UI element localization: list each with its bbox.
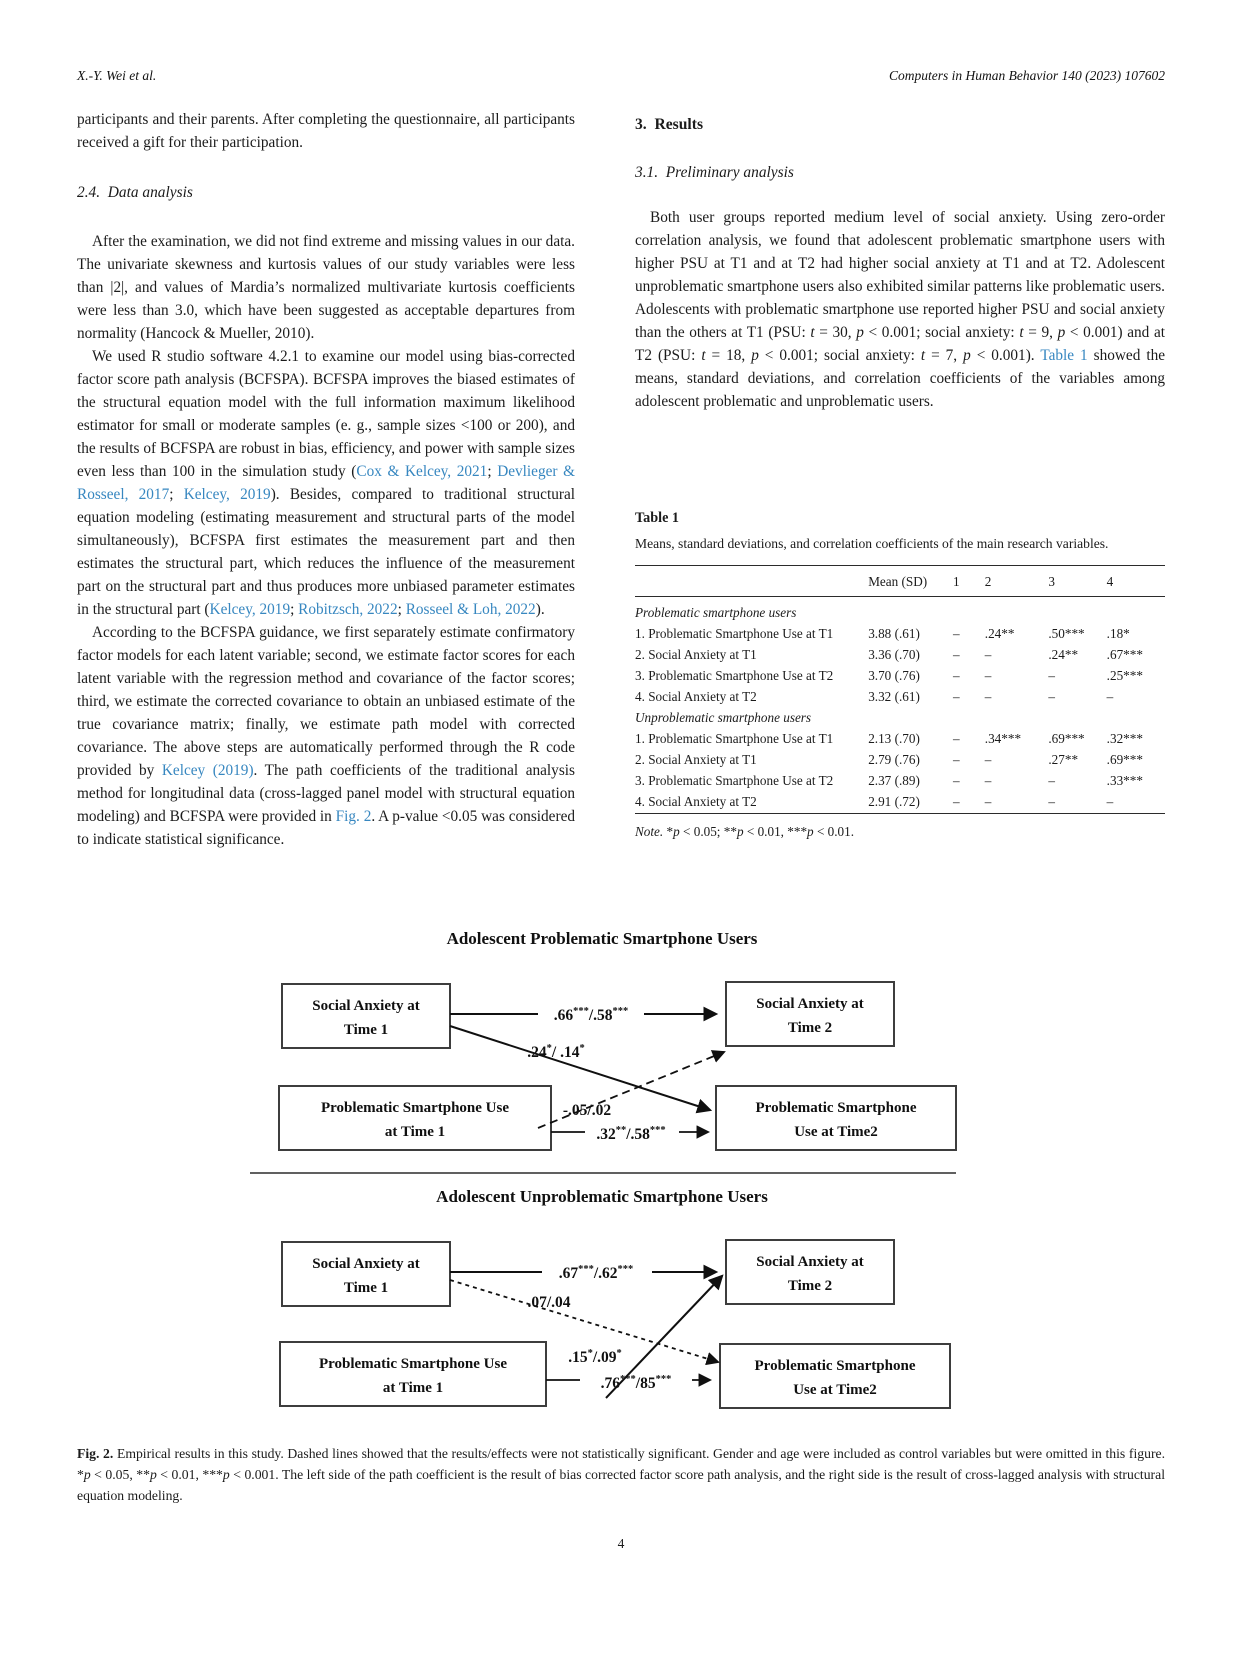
table-cell: 3.32 (.61) [868, 689, 920, 704]
text-segment: Empirical results in this study. Dashed lines showed that the results/effects were not statistically significant. Gender and age were included as control variables but were omitted in this figure. * [77, 1446, 1165, 1482]
table-section-label: Problematic smartphone users [635, 605, 797, 620]
table-column-header: 1 [953, 566, 985, 597]
table-cell: – [984, 752, 992, 767]
table-row [635, 771, 1165, 792]
table-row-label: 2. Social Anxiety at T1 [635, 752, 757, 767]
table-row-label: 4. Social Anxiety at T2 [635, 689, 757, 704]
table-column-header: Mean (SD) [868, 566, 953, 597]
text-segment: ). [535, 601, 545, 618]
text-segment: = 30, [814, 324, 857, 341]
text-segment: t [920, 347, 926, 364]
box-psu-t2 [720, 1344, 950, 1408]
box-psu-t1 [279, 1086, 551, 1150]
box-label: Use at Time2 [794, 1124, 878, 1140]
table-cell: – [952, 647, 960, 662]
box-psu-t1 [280, 1342, 546, 1406]
table-cell: – [952, 689, 960, 704]
left-column [77, 108, 575, 851]
right-column [635, 108, 1165, 851]
text-segment: Fig. 2. [77, 1446, 114, 1461]
text-segment: t [701, 347, 706, 364]
correlation-table [635, 565, 1165, 814]
text-segment: t [810, 324, 815, 341]
table-cell: – [952, 773, 960, 788]
coefficient-label: .24*/ .14* [527, 1043, 585, 1061]
table-row-label: 1. Problematic Smartphone Use at T1 [635, 626, 834, 641]
table-row-label: 2. Social Anxiety at T1 [635, 647, 757, 662]
text-segment: p [807, 823, 814, 839]
text-segment: ). Besides, compared to traditional structural equation modeling (estimating measurement and structural parts of the model simultaneously), BCFSPA first estimates the measurement part and then estimates the structural part, which reduces the influence of the measurement part on the structural part and thus produces more unbiased parameter estimates in the structural part ( [77, 486, 575, 618]
table-cell: .69*** [1048, 731, 1085, 746]
text-segment: . A p-value <0.05 was considered to indicate statistical significance. [77, 808, 576, 848]
text-segment: p [751, 347, 759, 364]
table-cell: 2.91 (.72) [868, 794, 920, 809]
box-label: Social Anxiety at [756, 1254, 864, 1270]
text-segment: p [1057, 324, 1066, 341]
table-row-label: 1. Problematic Smartphone Use at T1 [635, 731, 834, 746]
table-cell: – [1048, 689, 1055, 704]
table-cell: – [984, 668, 992, 683]
table-cell: .25*** [1106, 668, 1143, 683]
diagram2-title: Adolescent Unproblematic Smartphone Users [436, 1187, 768, 1206]
table-header-row [635, 566, 1165, 597]
table-cell: – [1048, 773, 1055, 788]
table-row-label: 3. Problematic Smartphone Use at T2 [635, 668, 834, 683]
citation-link[interactable]: Kelcey (2019) [161, 762, 254, 779]
box-social-anxiety-t1 [282, 984, 450, 1048]
text-segment: = 9, [1023, 324, 1058, 341]
diagram2 [280, 1240, 950, 1408]
running-header [77, 68, 1165, 84]
two-column-body [77, 108, 1165, 851]
text-segment: p [963, 347, 971, 364]
coefficient-label: .67***/.62*** [558, 1264, 634, 1282]
text-segment: < 0.001. The left side of the path coefficient is the result of bias corrected factor score path analysis, and the right side is the result of cross-lagged analysis with structural equation modeling. [77, 1467, 1165, 1503]
citation-link[interactable]: Table 1 [1040, 347, 1088, 364]
paragraph [635, 206, 1165, 413]
table-cell: 2.37 (.89) [868, 773, 920, 788]
box-label: Social Anxiety at [312, 998, 420, 1014]
box-social-anxiety-t1 [282, 1242, 450, 1306]
citation-link[interactable]: Devlieger & Rosseel, 2017 [77, 463, 575, 503]
table-cell: – [952, 626, 960, 641]
box-social-anxiety-t2 [726, 982, 894, 1046]
text-segment: p [856, 324, 864, 341]
text-segment: < 0.001) and at T2 (PSU: [635, 324, 1166, 364]
citation-link[interactable]: Fig. 2 [335, 808, 372, 825]
table-cell: .33*** [1106, 773, 1143, 788]
text-segment: = 18, [705, 347, 752, 364]
table-row [635, 708, 1165, 729]
citation-link[interactable]: Kelcey, 2019 [183, 486, 271, 503]
table-cell: .34*** [984, 731, 1022, 746]
table-row [635, 750, 1165, 771]
box-label: Time 2 [787, 1278, 833, 1294]
table-cell: – [1048, 668, 1055, 683]
box-label: Problematic Smartphone Use [318, 1356, 508, 1372]
table-column-header: 3 [1048, 566, 1106, 597]
text-segment: < 0.01, *** [743, 823, 808, 839]
table-title: Table 1 [635, 510, 680, 526]
table-cell: – [952, 752, 960, 767]
coefficient-label: .76***/85*** [600, 1374, 672, 1392]
table-cell: – [952, 731, 960, 746]
box-label: Time 1 [343, 1022, 389, 1038]
box-social-anxiety-t2 [726, 1240, 894, 1304]
table-section-label: Unproblematic smartphone users [635, 710, 812, 725]
table-cell: – [984, 689, 992, 704]
table-body [635, 597, 1165, 814]
text-segment: < 0.01. [813, 823, 855, 839]
table-note [635, 823, 1165, 841]
table-cell: – [952, 668, 960, 683]
table-row [635, 645, 1165, 666]
table-cell: 3.36 (.70) [868, 647, 920, 662]
text-segment: ; [169, 486, 184, 503]
table-cell: – [1106, 794, 1114, 809]
table-cell: .32*** [1106, 731, 1143, 746]
box-label: Problematic Smartphone Use [320, 1100, 510, 1116]
table-1-block [635, 510, 1165, 841]
box-label: Use at Time2 [793, 1382, 877, 1398]
subsection-heading-preliminary-analysis: 3.1. Preliminary analysis [635, 164, 794, 181]
text-segment: ; [397, 601, 406, 618]
table-cell: .24** [984, 626, 1015, 641]
table-cell: .24** [1048, 647, 1079, 662]
text-segment: We used R studio software 4.2.1 to examine our model using bias-corrected factor score path analysis (BCFSPA). BCFSPA improves the biased estimates of the structural equation model with the full information maximum likelihood estimator for small or moderate samples (e. g., sample sizes <100 or 200), and the results of BCFSPA are robust in bias, efficiency, and power with sample sizes even less than 100 in the simulation study ( [77, 348, 575, 480]
paragraph [77, 621, 575, 851]
table-cell: 2.13 (.70) [868, 731, 920, 746]
box-label: at Time 1 [382, 1380, 444, 1396]
figure-caption [77, 1443, 1165, 1506]
text-segment: ; [290, 601, 299, 618]
page-number: 4 [617, 1536, 625, 1551]
text-segment: < 0.01, *** [156, 1467, 223, 1482]
section-heading-results: 3. Results [635, 116, 704, 133]
text-segment: p [83, 1467, 91, 1482]
text-segment: p [736, 823, 744, 839]
coefficient-label: .07/.04 [527, 1294, 571, 1311]
diagram1 [279, 982, 956, 1150]
text-segment: . The path coefficients of the traditional analysis method for longitudinal data (cross-lagged panel model with structural equation modeling) and BCFSPA were provided in [77, 762, 575, 825]
coefficient-label: -.05/.02 [562, 1102, 612, 1119]
citation-link[interactable]: Robitzsch, 2022 [298, 601, 398, 618]
table-corner-cell [635, 566, 868, 597]
table-cell: .18* [1106, 626, 1130, 641]
box-label: Time 2 [787, 1020, 833, 1036]
coefficient-label: .66***/.58*** [553, 1006, 629, 1024]
table-cell: .27** [1048, 752, 1079, 767]
text-segment: p [149, 1467, 157, 1482]
text-segment: t [1019, 324, 1024, 341]
text-segment: ; [487, 463, 498, 480]
table-caption: Means, standard deviations, and correlation coefficients of the main research variables. [635, 536, 1109, 551]
box-label: Problematic Smartphone [755, 1100, 917, 1116]
path-diagram-svg [250, 876, 960, 1426]
text-segment: showed the means, standard deviations, and correlation coefficients of the variables among adolescent problematic and unproblematic users. [635, 347, 1166, 410]
figure-2 [250, 876, 960, 1431]
text-segment: Note. [635, 823, 664, 839]
table-cell: – [984, 773, 992, 788]
table-cell: – [952, 794, 960, 809]
header-authors: X.-Y. Wei et al. [77, 68, 157, 83]
text-segment: = 7, [925, 347, 964, 364]
citation-link[interactable]: Cox & Kelcey, 2021 [356, 463, 488, 480]
table-cell: 3.88 (.61) [868, 626, 920, 641]
coefficient-label: .15*/.09* [568, 1348, 622, 1366]
table-cell: – [1048, 794, 1055, 809]
table-column-header: 2 [985, 566, 1049, 597]
paragraph [77, 345, 575, 621]
table-cell: .69*** [1106, 752, 1143, 767]
paragraph: participants and their parents. After completing the questionnaire, all participants received a gift for their participation. [77, 111, 575, 151]
header-journal: Computers in Human Behavior 140 (2023) 107602 [889, 68, 1165, 83]
table-row [635, 624, 1165, 645]
text-segment: < 0.001; social anxiety: [863, 324, 1020, 341]
text-segment: < 0.05; ** [679, 823, 737, 839]
text-segment: p [222, 1467, 230, 1482]
box-label: at Time 1 [384, 1124, 446, 1140]
table-row-label: 3. Problematic Smartphone Use at T2 [635, 773, 834, 788]
paragraph: After the examination, we did not find extreme and missing values in our data. The univariate skewness and kurtosis values of our study variables were less than |2|, and values of Mardia’s normalized multivariate kurtosis coefficients were less than 3.0, which have been suggested as acceptable departures from normality (Hancock & Mueller, 2010). [77, 233, 575, 342]
text-segment: < 0.001). [970, 347, 1041, 364]
table-row [635, 666, 1165, 687]
text-segment: p [673, 823, 680, 839]
diagram1-title: Adolescent Problematic Smartphone Users [446, 929, 758, 948]
text-segment: < 0.05, ** [90, 1467, 150, 1482]
box-label: Social Anxiety at [756, 996, 864, 1012]
box-label: Time 1 [343, 1280, 389, 1296]
table-row [635, 792, 1165, 814]
text-segment: * [663, 823, 674, 839]
table-cell: 3.70 (.76) [868, 668, 920, 683]
citation-link[interactable]: Kelcey, 2019 [209, 601, 291, 618]
table-cell: – [984, 794, 992, 809]
table-row [635, 729, 1165, 750]
table-cell: .50*** [1048, 626, 1085, 641]
table-column-header: 4 [1107, 566, 1165, 597]
table-row-label: 4. Social Anxiety at T2 [635, 794, 757, 809]
table-cell: – [984, 647, 992, 662]
text-segment: < 0.001; social anxiety: [758, 347, 921, 364]
table-row [635, 687, 1165, 708]
text-segment: According to the BCFSPA guidance, we first separately estimate confirmatory factor models for each latent variable; second, we estimate factor scores for each latent variable with the regression method and covariance of the factor scores; third, we estimate the corrected covariance to obtain an unbiased estimate of the true covariance matrix; finally, we estimate path model with corrected covariance. The above steps are automatically performed through the R code provided by [77, 624, 575, 779]
table-cell: 2.79 (.76) [868, 752, 920, 767]
citation-link[interactable]: Rosseel & Loh, 2022 [405, 601, 536, 618]
box-label: Social Anxiety at [312, 1256, 420, 1272]
box-label: Problematic Smartphone [754, 1358, 916, 1374]
text-segment: Both user groups reported medium level of social anxiety. Using zero-order correlation analysis, we found that adolescent problematic smartphone users with higher PSU at T1 and at T2 had higher social anxiety at T1 and at T2. Adolescent unproblematic smartphone users also exhibited similar patterns like problematic users. Adolescents with problematic smartphone use reported higher PSU and social anxiety than the others at T1 (PSU: [635, 209, 1165, 341]
coefficient-label: .32**/.58*** [596, 1125, 666, 1143]
box-psu-t2 [716, 1086, 956, 1150]
section-heading-data-analysis: 2.4. Data analysis [77, 184, 193, 201]
table-row [635, 597, 1165, 624]
table-cell: – [1106, 689, 1114, 704]
table-cell: .67*** [1106, 647, 1143, 662]
